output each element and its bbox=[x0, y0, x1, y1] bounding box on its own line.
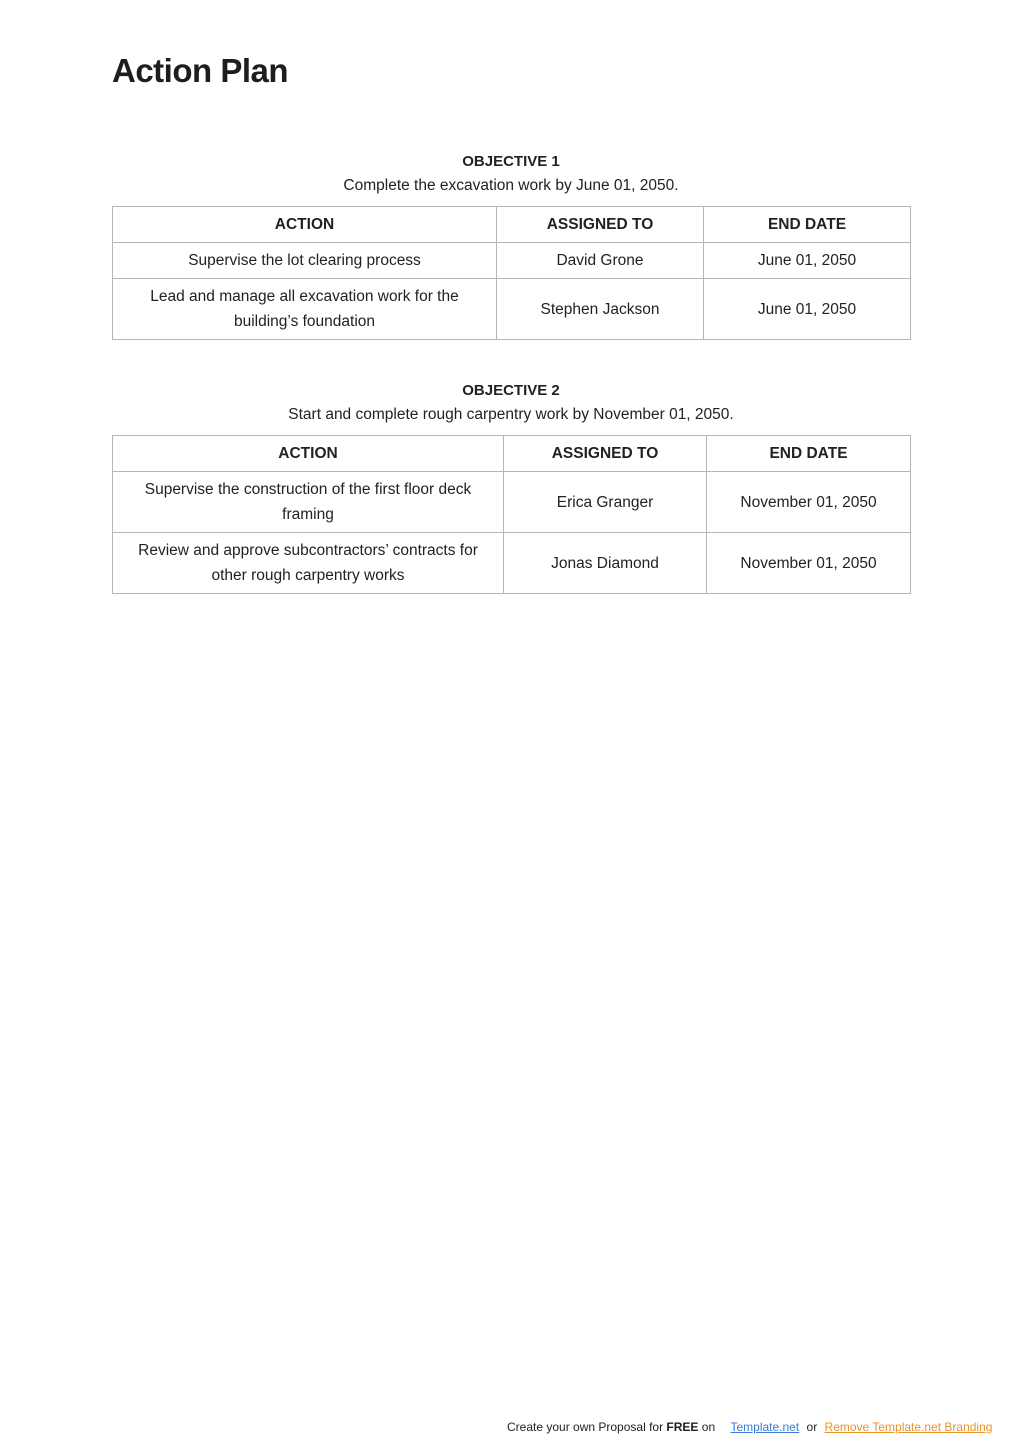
column-header-action: ACTION bbox=[113, 436, 504, 472]
column-header-assigned-to: ASSIGNED TO bbox=[497, 207, 704, 243]
action-table bbox=[112, 206, 911, 340]
remove-branding-link[interactable]: Remove Template.net Branding bbox=[824, 1420, 993, 1434]
table-row bbox=[113, 243, 911, 279]
objective-description: Complete the excavation work by June 01, 2050. bbox=[343, 177, 679, 194]
objective-2-section bbox=[112, 380, 910, 594]
column-header-action: ACTION bbox=[113, 207, 497, 243]
action-table bbox=[112, 435, 911, 594]
column-header-assigned-to: ASSIGNED TO bbox=[504, 436, 707, 472]
footer-free-text: FREE bbox=[666, 1420, 699, 1434]
table-header-row bbox=[113, 207, 911, 243]
objective-heading: OBJECTIVE 1 bbox=[462, 153, 560, 170]
assigned-to-cell: Erica Granger bbox=[504, 472, 707, 533]
action-cell: Supervise the construction of the first floor deck framing bbox=[113, 472, 504, 533]
footer-prefix-text: Create your own Proposal for bbox=[507, 1420, 667, 1434]
column-header-end-date: END DATE bbox=[704, 207, 911, 243]
column-header-end-date: END DATE bbox=[707, 436, 911, 472]
template-net-link[interactable]: Template.net bbox=[730, 1420, 800, 1434]
end-date-cell: November 01, 2050 bbox=[707, 533, 911, 594]
footer-on-text: on bbox=[698, 1420, 716, 1434]
assigned-to-cell: Stephen Jackson bbox=[497, 279, 704, 340]
footer-or-text: or bbox=[806, 1420, 818, 1434]
table-row bbox=[113, 472, 911, 533]
branding-footer bbox=[507, 1418, 992, 1436]
action-cell: Lead and manage all excavation work for the building’s foundation bbox=[113, 279, 497, 340]
assigned-to-cell: Jonas Diamond bbox=[504, 533, 707, 594]
action-cell: Supervise the lot clearing process bbox=[113, 243, 497, 279]
end-date-cell: June 01, 2050 bbox=[704, 243, 911, 279]
end-date-cell: November 01, 2050 bbox=[707, 472, 911, 533]
objective-heading: OBJECTIVE 2 bbox=[462, 382, 560, 399]
assigned-to-cell: David Grone bbox=[497, 243, 704, 279]
objective-description: Start and complete rough carpentry work by November 01, 2050. bbox=[288, 406, 734, 423]
objective-1-section bbox=[112, 151, 910, 340]
table-row bbox=[113, 533, 911, 594]
action-cell: Review and approve subcontractors’ contracts for other rough carpentry works bbox=[113, 533, 504, 594]
table-row bbox=[113, 279, 911, 340]
end-date-cell: June 01, 2050 bbox=[704, 279, 911, 340]
page-title: Action Plan bbox=[112, 52, 289, 89]
table-header-row bbox=[113, 436, 911, 472]
